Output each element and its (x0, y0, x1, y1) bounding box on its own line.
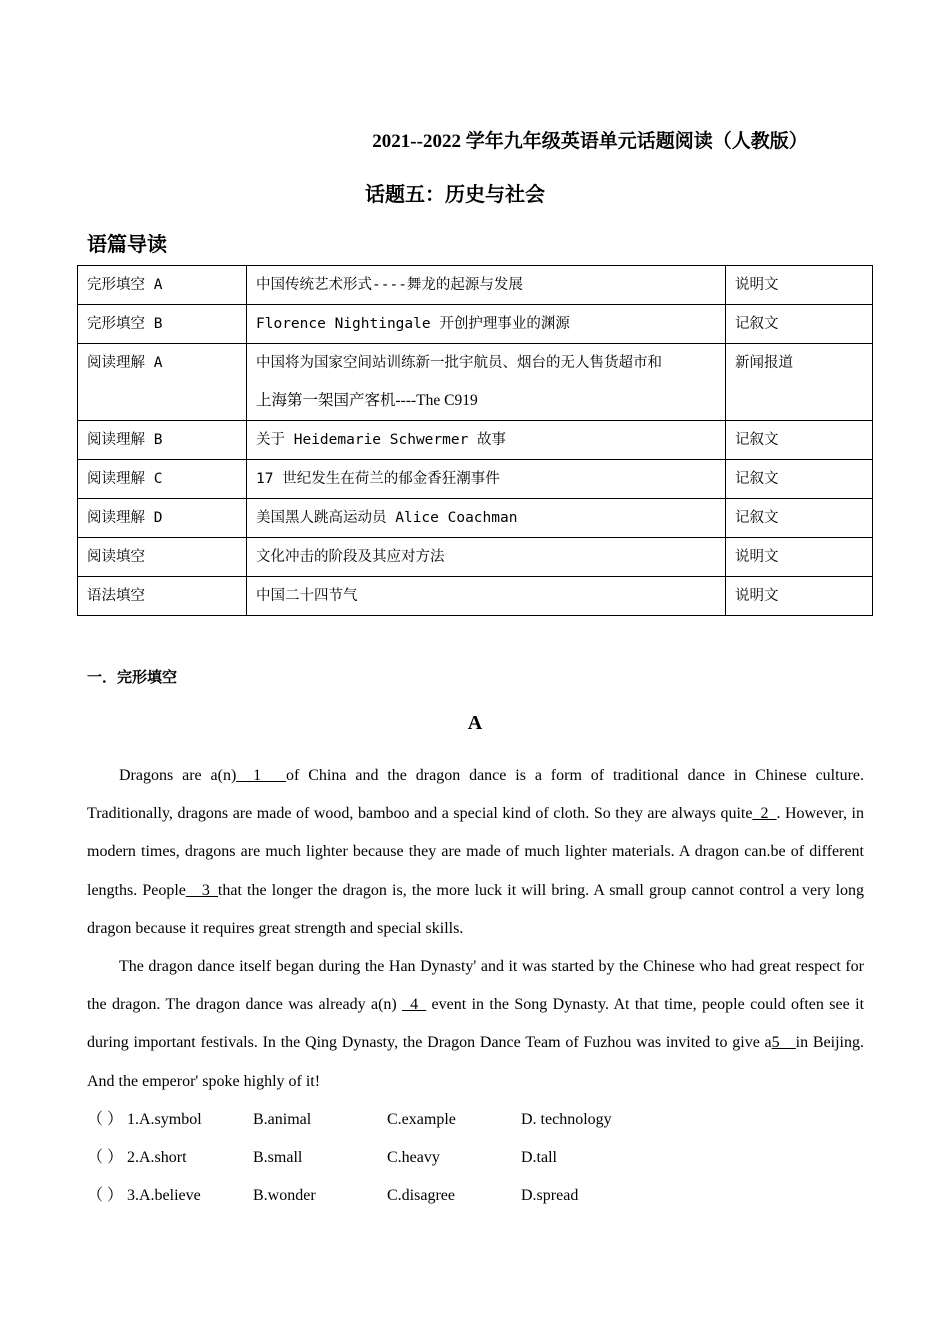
option-b: B.small (253, 1149, 303, 1166)
genre-cell: 说明文 (726, 266, 873, 305)
passage-text: The dragon dance itself began during the Han Dynasty' and it was started by the Chinese who had great respect for the dragon. The dragon dance was already a(n) (87, 958, 864, 1014)
section-cell: 阅读理解 A (78, 344, 247, 421)
genre-cell: 记叙文 (726, 305, 873, 344)
content-cell (247, 344, 726, 421)
passage-text: in Beijing. And the emperor' spoke highly of it! (87, 1034, 864, 1090)
option-c: C.example (387, 1111, 456, 1128)
table-row (78, 499, 873, 538)
genre-cell: 记叙文 (726, 421, 873, 460)
table-row (78, 577, 873, 616)
passage-text: event in the Song Dynasty. At that time, people could often see it during important festivals. In the Qing Dynasty, the Dragon Dance Team of Fuzhou was invited to give a (87, 996, 865, 1052)
guide-table (77, 265, 873, 616)
option-a: 1.A.symbol (127, 1111, 202, 1128)
option-a: 3.A.believe (127, 1187, 201, 1204)
passage-text: that the longer the dragon is, the more luck it will bring. A small group cannot control a very long dragon because it requires great strength and special skills. (87, 881, 865, 937)
content-line: 上海第一架国产客机----The C919 (256, 392, 478, 409)
option-d: D.tall (521, 1149, 557, 1166)
option-d: D.spread (521, 1187, 579, 1204)
option-b: B.wonder (253, 1187, 316, 1204)
question-row (87, 1101, 864, 1139)
question-row (87, 1139, 864, 1177)
topic-subtitle: 话题五：历史与社会 (365, 184, 545, 206)
passage-text: of China and the dragon dance is a form of traditional dance in Chinese culture. Traditionally, dragons are made of wood, bamboo and a special kind of cloth. So they are always quite (87, 767, 864, 823)
passage-label: A (467, 712, 483, 734)
option-a: 2.A.short (127, 1149, 187, 1166)
cloze-passage (87, 757, 864, 1101)
genre-cell: 记叙文 (726, 499, 873, 538)
blank-4: _4_ (402, 996, 427, 1014)
table-row (78, 305, 873, 344)
genre-cell: 新闻报道 (726, 344, 873, 421)
paragraph-1 (87, 757, 864, 948)
guide-heading: 语篇导读 (87, 232, 167, 256)
passage-text: . However, in modern times, dragons are much lighter because they are made of much lighter materials. A dragon can.be of different lengths. People (87, 805, 864, 899)
genre-cell: 记叙文 (726, 460, 873, 499)
answer-bracket: （ ） (87, 1149, 124, 1166)
table-row (78, 460, 873, 499)
document-title: 2021--2022 学年九年级英语单元话题阅读（人教版） (372, 131, 808, 152)
content-line: 中国将为国家空间站训练新一批宇航员、烟台的无人售货超市和 (256, 355, 662, 371)
content-cell: 17 世纪发生在荷兰的郁金香狂潮事件 (247, 460, 726, 499)
table-row (78, 266, 873, 305)
section-cell: 阅读理解 B (78, 421, 247, 460)
content-cell: 中国传统艺术形式----舞龙的起源与发展 (247, 266, 726, 305)
option-c: C.heavy (387, 1149, 440, 1166)
question-row (87, 1177, 864, 1215)
content-cell: 中国二十四节气 (247, 577, 726, 616)
blank-3: __3_ (185, 881, 218, 899)
answer-bracket: （ ） (87, 1187, 124, 1204)
section-cell: 阅读理解 C (78, 460, 247, 499)
content-cell: 文化冲击的阶段及其应对方法 (247, 538, 726, 577)
content-cell: 关于 Heidemarie Schwermer 故事 (247, 421, 726, 460)
option-d: D. technology (521, 1111, 612, 1128)
section-cell: 阅读理解 D (78, 499, 247, 538)
blank-5: 5__ (771, 1034, 796, 1052)
section-heading: 一．完形填空 (87, 668, 178, 686)
section-cell: 阅读填空 (78, 538, 247, 577)
table-row (78, 421, 873, 460)
genre-cell: 说明文 (726, 577, 873, 616)
passage-text: Dragons are a(n) (119, 767, 237, 784)
table-row (78, 538, 873, 577)
answer-bracket: （ ） (87, 1111, 124, 1128)
section-cell: 语法填空 (78, 577, 247, 616)
blank-1: _ 1 __ (236, 767, 287, 784)
table-row (78, 344, 873, 421)
content-cell: 美国黑人跳高运动员 Alice Coachman (247, 499, 726, 538)
section-cell: 完形填空 A (78, 266, 247, 305)
content-cell: Florence Nightingale 开创护理事业的渊源 (247, 305, 726, 344)
genre-cell: 说明文 (726, 538, 873, 577)
option-b: B.animal (253, 1111, 312, 1128)
section-cell: 完形填空 B (78, 305, 247, 344)
option-c: C.disagree (387, 1187, 455, 1204)
paragraph-2 (87, 948, 864, 1101)
question-list (87, 1101, 864, 1215)
blank-2: _2_ (752, 805, 777, 823)
